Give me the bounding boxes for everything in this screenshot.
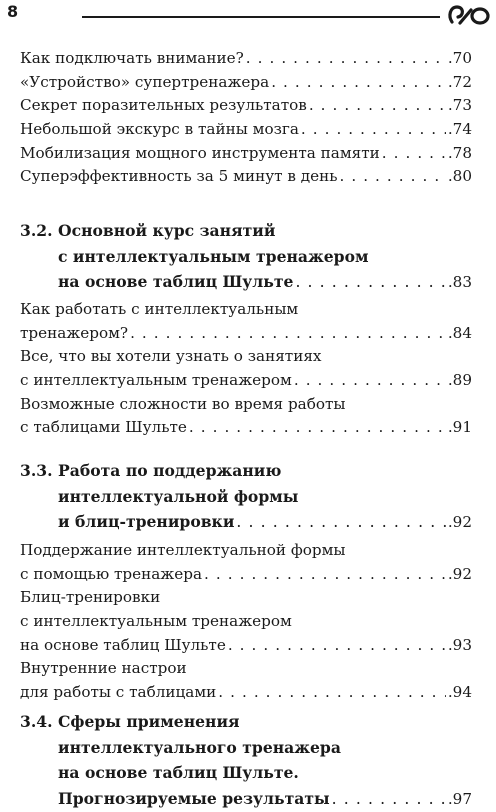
dot-leader <box>294 369 446 393</box>
toc-block-3 <box>20 539 472 705</box>
dot-leader <box>309 94 446 118</box>
dot-leader <box>236 510 445 536</box>
toc-entry[interactable]: Секрет поразительных результатов . . . .73 <box>20 94 472 118</box>
section-title-line: на основе таблиц Шульте. <box>58 760 299 786</box>
section-heading-3-4[interactable] <box>20 709 472 811</box>
dot-leader <box>301 118 446 142</box>
swirl-logo-icon <box>446 2 492 32</box>
page-ref: .83 <box>448 270 472 296</box>
section-title-line: Работа по поддержанию <box>58 458 281 484</box>
page-ref: .80 <box>448 165 472 189</box>
page-ref: .92 <box>448 510 472 536</box>
page-ref: .94 <box>448 681 472 705</box>
dot-leader <box>295 270 445 296</box>
toc-entry[interactable]: Небольшой экскурс в тайны мозга . . . .74 <box>20 118 472 142</box>
toc-entry[interactable]: Все, что вы хотели узнать о занятиях с интеллектуальным тренажером . . . .89 <box>20 345 472 392</box>
dot-leader <box>332 787 446 812</box>
page-ref: .97 <box>448 787 472 812</box>
section-title-line: Сферы применения <box>58 709 240 735</box>
section-title-line: с интеллектуальным тренажером <box>58 244 369 270</box>
page-ref: .73 <box>448 94 472 118</box>
dot-leader <box>339 165 445 189</box>
dot-leader <box>218 681 446 705</box>
header-rule <box>82 16 440 18</box>
page-ref: .91 <box>448 416 472 440</box>
page-header <box>0 0 496 30</box>
page-number: 8 <box>7 2 18 21</box>
section-title-line: Прогнозируемые результаты <box>58 786 330 812</box>
toc-block-1 <box>20 47 472 189</box>
section-number: 3.2. <box>20 218 53 244</box>
toc-entry[interactable]: Как работать с интеллектуальным тренажером? . . . .84 <box>20 298 472 345</box>
section-number: 3.4. <box>20 709 53 735</box>
toc-entry[interactable]: Поддержание интеллектуальной формы с помощью тренажера . . . .92 <box>20 539 472 586</box>
toc-entry[interactable]: Блиц-тренировки с интеллектуальным тренажером на основе таблиц Шульте . . . .93 <box>20 586 472 657</box>
section-title-line: интеллектуального тренажера <box>58 735 341 761</box>
page-ref: .92 <box>448 563 472 587</box>
toc-entry[interactable]: Как подключать внимание? . . . .70 <box>20 47 472 71</box>
dot-leader <box>271 71 446 95</box>
section-title-line: интеллектуальной формы <box>58 484 298 510</box>
toc-entry[interactable]: Суперэффективность за 5 минут в день . . . .80 <box>20 165 472 189</box>
section-title-line: Основной курс занятий <box>58 218 275 244</box>
section-title-line: и блиц-тренировки <box>58 509 234 535</box>
page-ref: .78 <box>448 142 472 166</box>
page-ref: .89 <box>448 369 472 393</box>
page-ref: .70 <box>448 47 472 71</box>
dot-leader <box>130 322 446 346</box>
section-number: 3.3. <box>20 458 53 484</box>
section-heading-3-2[interactable] <box>20 218 472 295</box>
toc-block-2 <box>20 298 472 440</box>
page-ref: .93 <box>448 634 472 658</box>
dot-leader <box>246 47 446 71</box>
toc-entry[interactable]: Внутренние настрои для работы с таблицами . . . .94 <box>20 657 472 704</box>
toc-entry[interactable]: Мобилизация мощного инструмента памяти . . . .78 <box>20 142 472 166</box>
dot-leader <box>382 142 446 166</box>
dot-leader <box>189 416 446 440</box>
dot-leader <box>228 634 446 658</box>
section-title-line: на основе таблиц Шульте <box>58 269 293 295</box>
toc-entry[interactable]: Возможные сложности во время работы с таблицами Шульте . . . .91 <box>20 393 472 440</box>
page-ref: .74 <box>448 118 472 142</box>
page-ref: .72 <box>448 71 472 95</box>
section-heading-3-3[interactable] <box>20 458 472 535</box>
dot-leader <box>204 563 446 587</box>
page-ref: .84 <box>448 322 472 346</box>
toc-entry[interactable]: «Устройство» супертренажера . . . .72 <box>20 71 472 95</box>
